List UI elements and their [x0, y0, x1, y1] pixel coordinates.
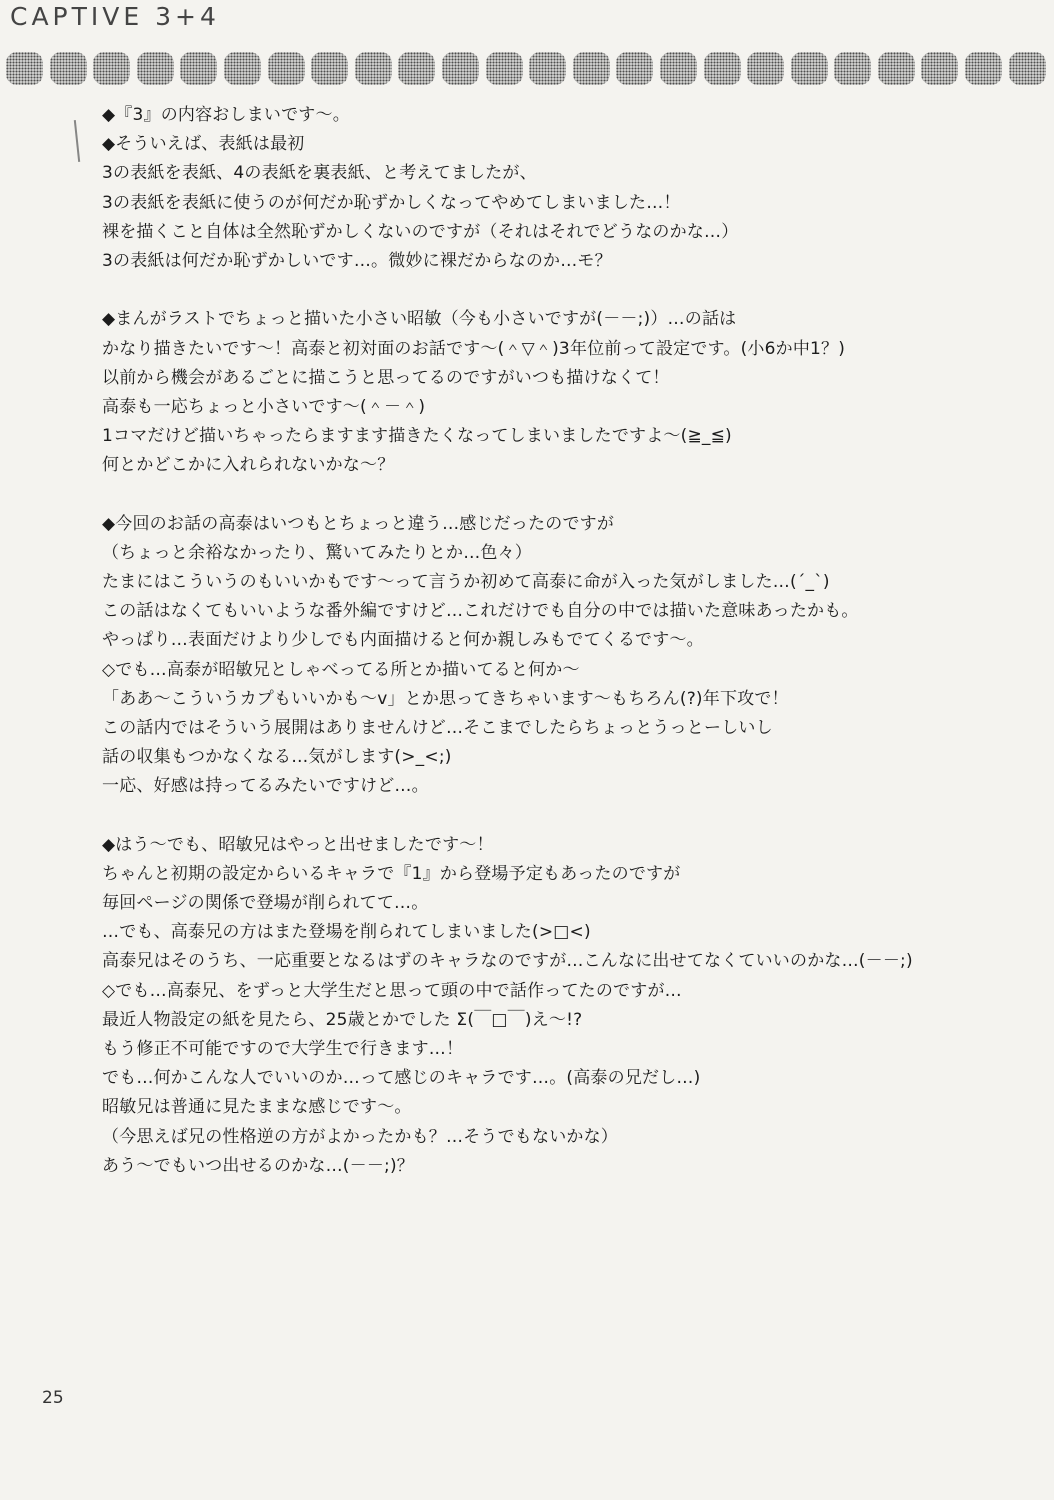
text-line: 高泰兄はそのうち、一応重要となるはずのキャラなのですが…こんなに出せてなくていいのかな…(－－;) — [102, 951, 913, 972]
text-line: かなり描きたいです～！高泰と初対面のお話です～(＾▽＾)3年位前って設定です。(小6か中1？) — [102, 338, 846, 359]
text-line: 3の表紙は何だか恥ずかしいです…。微妙に裸だからなのか…モ？ — [102, 250, 612, 271]
text-line: …でも、高泰兄の方はまた登場を削られてしまいました(>□<) — [102, 922, 591, 943]
text-line: ◆今回のお話の高泰はいつもとちょっと違う…感じだったのですが — [102, 513, 615, 534]
pattern-tile — [311, 52, 348, 85]
text-line: ◇でも…高泰が昭敏兄としゃべってる所とか描いてると何か～ — [102, 659, 580, 680]
text-line: ◇でも…高泰兄、をずっと大学生だと思って頭の中で話作ってたのですが… — [102, 980, 682, 1001]
blank-line — [102, 802, 1002, 831]
text-line: 裸を描くこと自体は全然恥ずかしくないのですが（それはそれでどうなのかな…） — [102, 221, 739, 242]
text-line: 昭敏兄は普通に見たままな感じです～。 — [102, 1097, 412, 1118]
page-header-title: CAPTIVE 3+4 — [10, 2, 220, 31]
blank-line — [102, 276, 1002, 305]
pattern-tile — [6, 52, 43, 85]
pattern-tile — [137, 52, 174, 85]
text-line: 最近人物設定の紙を見たら、25歳とかでした Σ(￣□￣)え～!? — [102, 1009, 583, 1030]
pattern-tile — [529, 52, 566, 85]
pattern-tile — [878, 52, 915, 85]
blank-line — [102, 480, 1002, 509]
text-line: ちゃんと初期の設定からいるキャラで『1』から登場予定もあったのですが — [102, 863, 681, 884]
pattern-tile — [268, 52, 305, 85]
text-line: この話内ではそういう展開はありませんけど…そこまでしたらちょっとうっとーしいし — [102, 717, 773, 738]
text-line: （ちょっと余裕なかったり、驚いてみたりとか…色々） — [102, 542, 532, 563]
text-line: 話の収集もつかなくなる…気がします(>_<;) — [102, 747, 452, 768]
pattern-tile — [834, 52, 871, 85]
pattern-tile — [921, 52, 958, 85]
pattern-tile — [486, 52, 523, 85]
decorative-pattern-band — [6, 52, 1046, 86]
text-line: ◆はう～でも、昭敏兄はやっと出せましたです～！ — [102, 834, 494, 855]
text-line: 1コマだけど描いちゃったらますます描きたくなってしまいましたですよ～(≧_≦) — [102, 426, 732, 447]
pattern-tile — [704, 52, 741, 85]
pattern-tile — [224, 52, 261, 85]
pattern-tile — [616, 52, 653, 85]
text-line: ◆そういえば、表紙は最初 — [102, 134, 305, 155]
pattern-tile — [50, 52, 87, 85]
text-line: 何とかどこかに入れられないかな～？ — [102, 455, 395, 476]
pattern-tile — [442, 52, 479, 85]
text-line: もう修正不可能ですので大学生で行きます…！ — [102, 1039, 464, 1059]
pattern-tile — [791, 52, 828, 85]
text-line: 毎回ページの関係で登場が削られてて…。 — [102, 893, 429, 914]
text-line: やっぱり…表面だけより少しでも内面描けると何か親しみもでてくるです～。 — [102, 630, 704, 651]
text-line: 一応、好感は持ってるみたいですけど…。 — [102, 776, 429, 797]
text-line: ◆まんがラストでちょっと描いた小さい昭敏（今も小さいですが(－－;)）…の話は — [102, 309, 737, 330]
text-line: でも…何かこんな人でいいのか…って感じのキャラです…。(高泰の兄だし…) — [102, 1068, 701, 1089]
text-line: ◆『3』の内容おしまいです～。 — [102, 105, 350, 125]
text-line: あう～でもいつ出せるのかな…(－－;)？ — [102, 1155, 414, 1176]
text-line: たまにはこういうのもいいかもです～って言うか初めて高泰に命が入った気がしました…(´_`) — [102, 572, 830, 592]
text-line: （今思えば兄の性格逆の方がよかったかも？…そうでもないかな） — [102, 1126, 618, 1147]
text-line: 以前から機会があるごとに描こうと思ってるのですがいつも描けなくて！ — [102, 367, 670, 388]
pattern-tile — [747, 52, 784, 85]
pattern-tile — [1009, 52, 1046, 85]
text-line: 「ああ～こういうカプもいいかも～v」とか思ってきちゃいます～もちろん(?)年下攻で！ — [102, 688, 789, 709]
pattern-tile — [355, 52, 392, 85]
pattern-tile — [93, 52, 130, 85]
margin-pen-stroke — [74, 120, 80, 162]
pattern-tile — [660, 52, 697, 85]
text-line: この話はなくてもいいような番外編ですけど…これだけでも自分の中では描いた意味あったかも。 — [102, 601, 859, 622]
pattern-tile — [965, 52, 1002, 85]
pattern-tile — [398, 52, 435, 85]
afterword-text — [102, 101, 1002, 1181]
text-line: 3の表紙を表紙に使うのが何だか恥ずかしくなってやめてしまいました…！ — [102, 192, 681, 213]
pattern-tile — [573, 52, 610, 85]
page-number: 25 — [42, 1388, 64, 1408]
text-line: 3の表紙を表紙、4の表紙を裏表紙、と考えてましたが、 — [102, 163, 537, 184]
text-line: 高泰も一応ちょっと小さいです～(＾－＾) — [102, 396, 426, 417]
pattern-tile — [180, 52, 217, 85]
